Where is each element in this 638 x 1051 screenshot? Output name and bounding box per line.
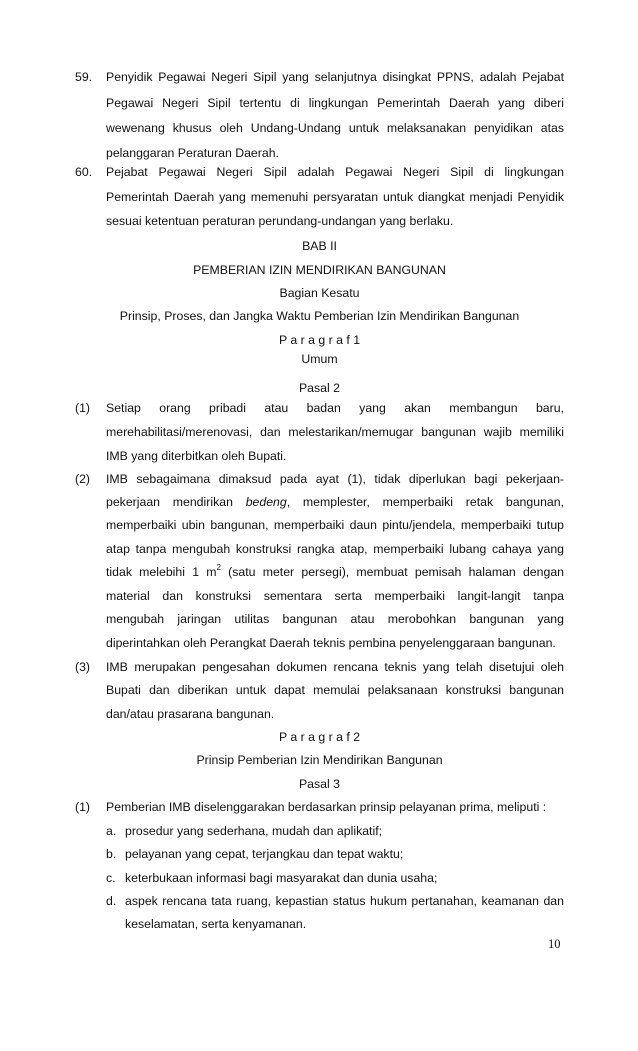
article-line: mengubah jaringan utilitas bangunan atau merobohkan bangunan yang bbox=[106, 612, 564, 626]
definition-line: Pegawai Negeri Sipil tertentu di lingkungan Pemerintah Daerah yang diberi bbox=[106, 96, 564, 110]
article-line: dan/atau prasarana bangunan. bbox=[106, 707, 275, 721]
definition-line: sesuai ketentuan peraturan perundang-undangan yang berlaku. bbox=[106, 214, 454, 228]
verse-number: (2) bbox=[75, 472, 91, 486]
article-heading: Pasal 2 bbox=[298, 381, 341, 395]
article-line: memperbaiki ubin bangunan, memperbaiki daun pintu/jendela, memperbaiki tutup bbox=[106, 518, 564, 532]
list-item-continuation: keselamatan, serta kenyamanan. bbox=[125, 917, 307, 931]
list-letter: d. bbox=[106, 894, 117, 908]
article-line bbox=[106, 495, 564, 510]
article-line: merehabilitasi/merenovasi, dan melestarikan/memugar bangunan wajib memiliki bbox=[106, 425, 564, 439]
superscript: 2 bbox=[216, 562, 221, 572]
line-text: (satu meter persegi), membuat pemisah halaman dengan bbox=[220, 565, 564, 579]
article-line: IMB sebagaimana dimaksud pada ayat (1), tidak diperlukan bagi pekerjaan- bbox=[106, 472, 564, 486]
line-text: tidak melebihi 1 m bbox=[106, 565, 217, 579]
list-letter: c. bbox=[106, 871, 116, 885]
list-item: pelayanan yang cepat, terjangkau dan tepat waktu; bbox=[125, 847, 404, 861]
list-letter: b. bbox=[106, 847, 117, 861]
article-line bbox=[106, 562, 564, 580]
paragraph-heading: P a r a g r a f 2 bbox=[278, 730, 361, 744]
section-heading: Bagian Kesatu bbox=[279, 286, 360, 300]
definition-line: wewenang khusus oleh Undang-Undang untuk melaksanakan penyidikan atas bbox=[106, 121, 564, 135]
verse-number: (3) bbox=[75, 660, 91, 674]
article-line: IMB yang diterbitkan oleh Bupati. bbox=[106, 449, 287, 463]
list-item: keterbukaan informasi bagi masyarakat dan dunia usaha; bbox=[125, 871, 438, 885]
definition-line: Pejabat Pegawai Negeri Sipil adalah Pegawai Negeri Sipil di lingkungan bbox=[106, 165, 564, 179]
line-text: pekerjaan mendirikan bbox=[106, 495, 233, 509]
paragraph-heading: P a r a g r a f 1 bbox=[278, 333, 361, 347]
verse-number: (1) bbox=[75, 800, 91, 814]
list-item: prosedur yang sederhana, mudah dan aplikatif; bbox=[125, 824, 383, 838]
article-line: Setiap orang pribadi atau badan yang akan membangun baru, bbox=[106, 401, 564, 415]
chapter-title: PEMBERIAN IZIN MENDIRIKAN BANGUNAN bbox=[193, 263, 446, 277]
section-title: Prinsip, Proses, dan Jangka Waktu Pemberian Izin Mendirikan Bangunan bbox=[119, 309, 520, 323]
paragraph-title: Umum bbox=[301, 352, 338, 366]
article-line: Bupati dan diberikan untuk dapat memulai pelaksanaan konstruksi bangunan bbox=[106, 683, 564, 697]
item-number: 60. bbox=[75, 165, 93, 179]
page-number: 10 bbox=[548, 937, 561, 951]
article-line: diperintahkan oleh Perangkat Daerah teknis pembina penyelenggaraan bangunan. bbox=[106, 636, 556, 650]
article-heading: Pasal 3 bbox=[298, 777, 341, 791]
list-letter: a. bbox=[106, 824, 117, 838]
article-line: IMB merupakan pengesahan dokumen rencana teknis yang telah disetujui oleh bbox=[106, 660, 564, 674]
paragraph-title: Prinsip Pemberian Izin Mendirikan Bangunan bbox=[196, 753, 443, 767]
chapter-heading: BAB II bbox=[302, 239, 337, 253]
list-item: aspek rencana tata ruang, kepastian status hukum pertanahan, keamanan dan bbox=[125, 894, 564, 908]
definition-line: Penyidik Pegawai Negeri Sipil yang selanjutnya disingkat PPNS, adalah Pejabat bbox=[106, 70, 564, 84]
article-line: material dan konstruksi sementara serta memperbaiki langit-langit tanpa bbox=[106, 589, 564, 603]
line-text: , memplester, memperbaiki retak bangunan, bbox=[286, 495, 564, 509]
article-line: Pemberian IMB diselenggarakan berdasarkan prinsip pelayanan prima, meliputi : bbox=[106, 800, 547, 814]
item-number: 59. bbox=[75, 70, 93, 84]
verse-number: (1) bbox=[75, 401, 91, 415]
definition-line: Pemerintah Daerah yang memenuhi persyaratan untuk diangkat menjadi Penyidik bbox=[106, 190, 564, 204]
definition-line: pelanggaran Peraturan Daerah. bbox=[106, 146, 279, 160]
article-line: atap tanpa mengubah konstruksi rangka atap, memperbaiki lubang cahaya yang bbox=[106, 542, 564, 556]
italic-term: bedeng bbox=[245, 495, 287, 509]
